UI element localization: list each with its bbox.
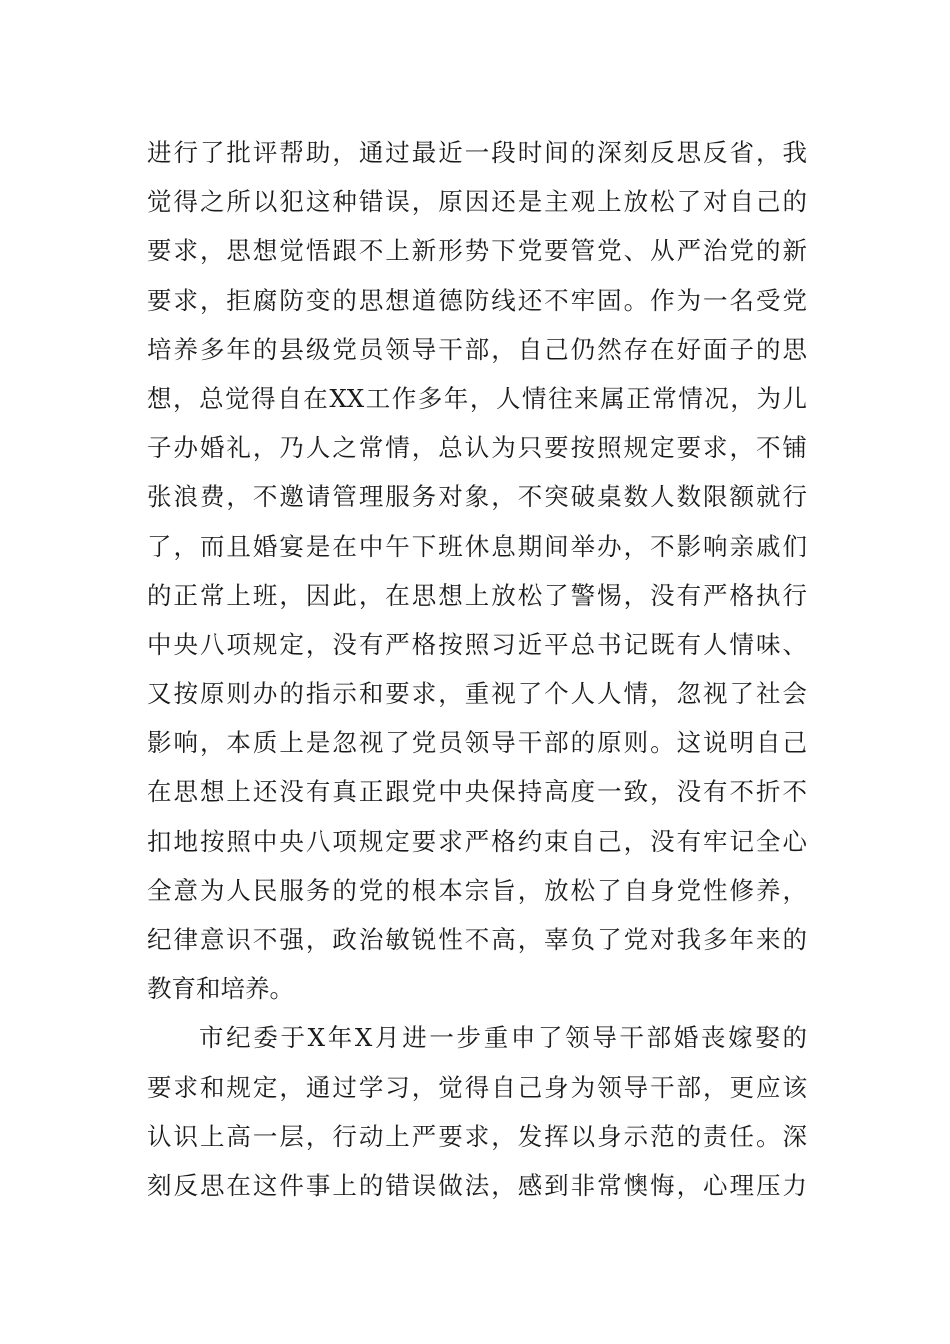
text-line: 子办婚礼，乃人之常情，总认为只要按照规定要求，不铺: [147, 433, 807, 463]
text-line: 的正常上班，因此，在思想上放松了警惕，没有严格执行: [147, 580, 807, 610]
text-line: 中央八项规定，没有严格按照习近平总书记既有人情味、: [147, 629, 807, 659]
text-line: 进行了批评帮助，通过最近一段时间的深刻反思反省，我: [147, 138, 807, 167]
text-line: 张浪费，不邀请管理服务对象，不突破桌数人数限额就行: [147, 482, 807, 512]
text-line: 认识上高一层，行动上严要求，发挥以身示范的责任。深: [147, 1121, 807, 1151]
document-body: [147, 128, 817, 1210]
text-line: 要求，拒腐防变的思想道德防线还不牢固。作为一名受党: [147, 285, 807, 315]
text-line: 影响，本质上是忽视了党员领导干部的原则。这说明自己: [147, 728, 807, 758]
text-line: 教育和培养。: [147, 974, 294, 1004]
text-line: 了，而且婚宴是在中午下班休息期间举办，不影响亲戚们: [147, 531, 807, 561]
text-line: 在思想上还没有真正跟党中央保持高度一致，没有不折不: [147, 777, 807, 807]
text-line: 扣地按照中央八项规定要求严格约束自己，没有牢记全心: [147, 826, 807, 856]
text-line: 又按原则办的指示和要求，重视了个人人情，忽视了社会: [147, 679, 807, 709]
text-line: 全意为人民服务的党的根本宗旨，放松了自身党性修养，: [147, 875, 807, 905]
text-line: 市纪委于X年X月进一步重申了领导干部婚丧嫁娶的: [199, 1023, 807, 1053]
text-line: 培养多年的县级党员领导干部，自己仍然存在好面子的思: [147, 334, 807, 364]
text-line: 觉得之所以犯这种错误，原因还是主观上放松了对自己的: [147, 187, 807, 217]
text-line: 要求，思想觉悟跟不上新形势下党要管党、从严治党的新: [147, 236, 807, 266]
text-line: 要求和规定，通过学习，觉得自己身为领导干部，更应该: [147, 1072, 807, 1102]
text-line: 想，总觉得自在XX工作多年，人情往来属正常情况，为儿: [147, 383, 807, 413]
text-line: 刻反思在这件事上的错误做法，感到非常懊悔，心理压力: [147, 1170, 807, 1200]
text-line: 纪律意识不强，政治敏锐性不高，辜负了党对我多年来的: [147, 925, 807, 954]
